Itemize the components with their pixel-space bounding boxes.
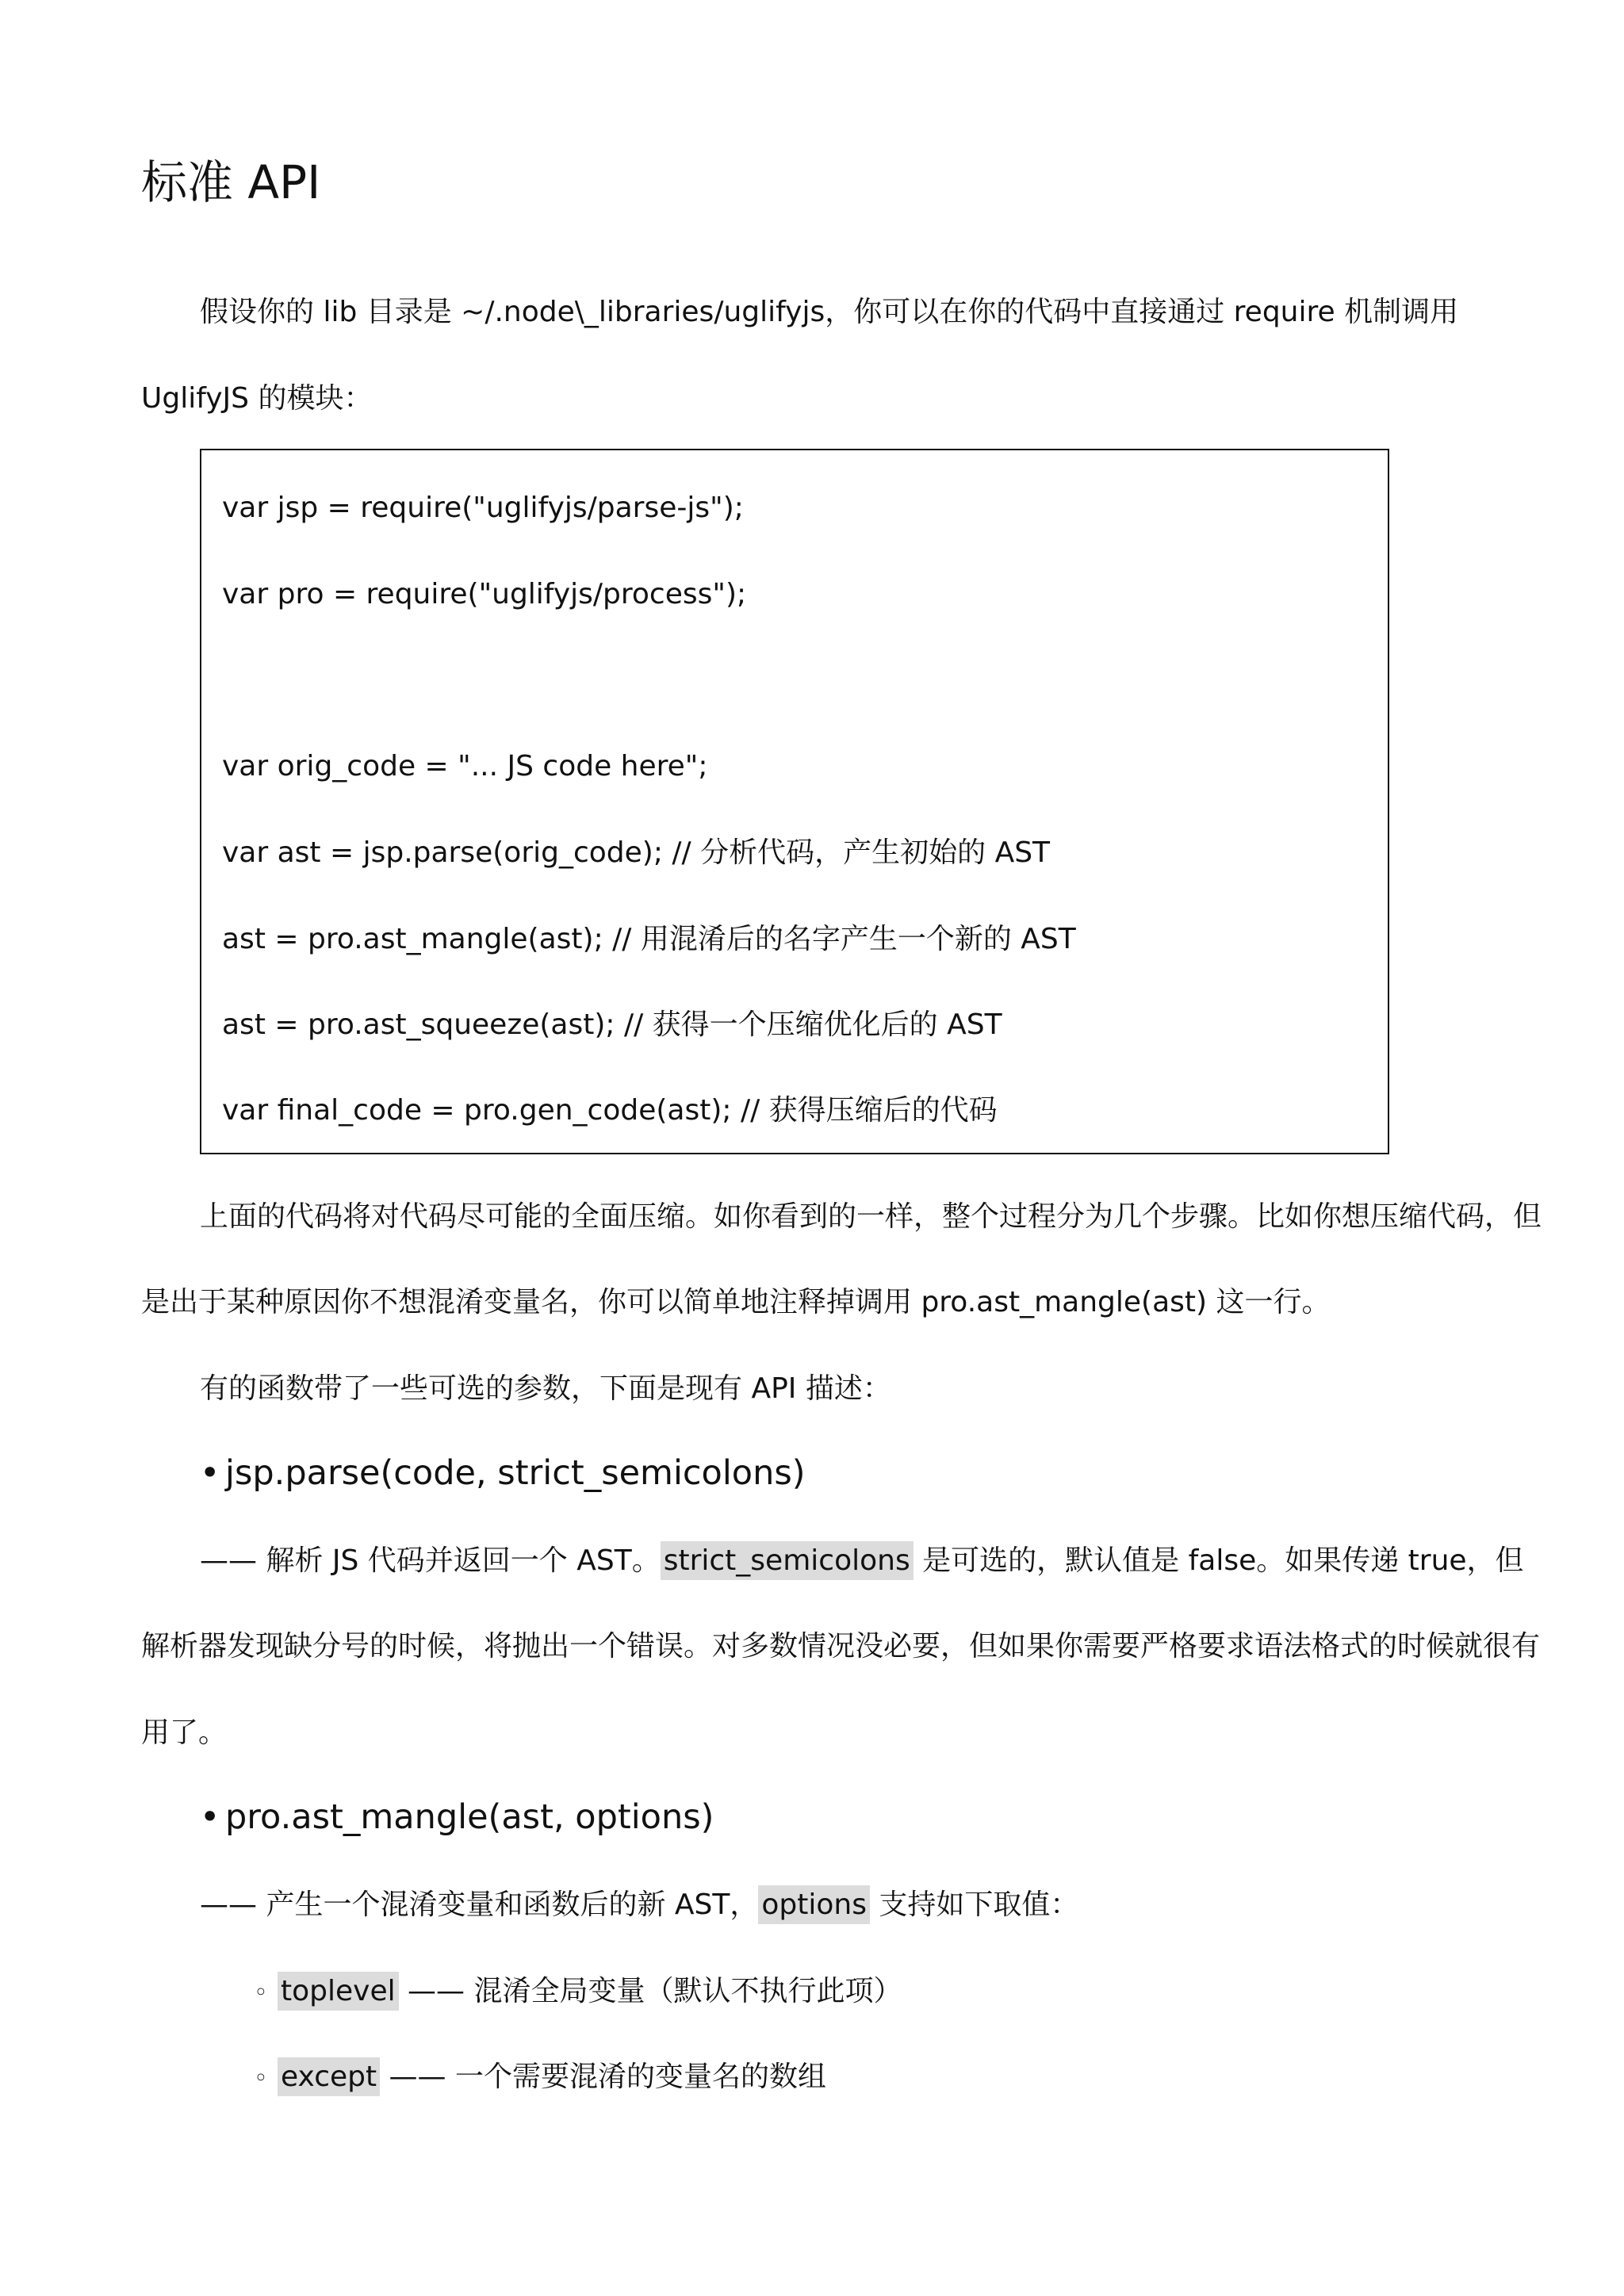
paragraph-line: 是出于某种原因你不想混淆变量名，你可以简单地注释掉调用 pro.ast_mangle(ast) 这一行。 bbox=[141, 1286, 1331, 1318]
code-block bbox=[200, 449, 1389, 1154]
api-signature: jsp.parse(code, strict_semicolons) bbox=[225, 1453, 806, 1493]
option-name: except bbox=[278, 2057, 380, 2096]
option-desc: —— 一个需要混淆的变量名的数组 bbox=[380, 2061, 826, 2093]
api-signature: pro.ast_mangle(ast, options) bbox=[225, 1797, 714, 1837]
desc-text: —— 解析 JS 代码并返回一个 AST。 bbox=[200, 1544, 661, 1577]
desc-text: 是可选的，默认值是 false。如果传递 true，但 bbox=[913, 1544, 1524, 1577]
api-description-line: 用了。 bbox=[141, 1716, 228, 1749]
option-item bbox=[254, 2057, 826, 2099]
code-line: var final_code = pro.gen_code(ast); // 获得压缩后的代码 bbox=[222, 1094, 998, 1127]
option-name: toplevel bbox=[278, 1972, 399, 2011]
paragraph-line: 有的函数带了一些可选的参数，下面是现有 API 描述： bbox=[200, 1372, 891, 1405]
api-title-mangle bbox=[200, 1795, 714, 1839]
api-description-line bbox=[200, 1541, 1524, 1581]
intro-line-1: 假设你的 lib 目录是 ~/.node\_libraries/uglifyjs，你可以在你的代码中直接通过 require 机制调用 bbox=[200, 296, 1459, 328]
section-heading: 标准 API bbox=[141, 155, 321, 209]
inline-code: options bbox=[758, 1885, 870, 1924]
code-line: ast = pro.ast_squeeze(ast); // 获得一个压缩优化后的 AST bbox=[222, 1008, 1002, 1041]
option-marker: ◦ bbox=[254, 2064, 268, 2092]
desc-text: 支持如下取值： bbox=[869, 1888, 1079, 1921]
code-line: ast = pro.ast_mangle(ast); // 用混淆后的名字产生一个新的 AST bbox=[222, 923, 1076, 955]
desc-text: —— 产生一个混淆变量和函数后的新 AST， bbox=[200, 1888, 759, 1921]
code-line: var orig_code = "... JS code here"; bbox=[222, 750, 708, 783]
option-marker: ◦ bbox=[254, 1979, 268, 2007]
bullet-marker: • bbox=[200, 1797, 220, 1837]
option-item bbox=[254, 1972, 902, 2013]
option-desc: —— 混淆全局变量（默认不执行此项） bbox=[398, 1975, 902, 2007]
code-line: var ast = jsp.parse(orig_code); // 分析代码，产生初始的 AST bbox=[222, 836, 1051, 869]
api-description-line bbox=[200, 1885, 1078, 1925]
api-title-parse bbox=[200, 1451, 806, 1495]
paragraph-line: 上面的代码将对代码尽可能的全面压缩。如你看到的一样，整个过程分为几个步骤。比如你想压缩代码，但 bbox=[200, 1200, 1542, 1233]
intro-line-2: UglifyJS 的模块： bbox=[141, 382, 373, 415]
inline-code: strict_semicolons bbox=[661, 1541, 914, 1580]
bullet-marker: • bbox=[200, 1453, 220, 1493]
code-line: var jsp = require("uglifyjs/parse-js"); bbox=[222, 492, 744, 524]
code-line: var pro = require("uglifyjs/process"); bbox=[222, 578, 747, 610]
api-description-line: 解析器发现缺分号的时候，将抛出一个错误。对多数情况没必要，但如果你需要严格要求语法格式的时候就很有 bbox=[141, 1630, 1541, 1663]
